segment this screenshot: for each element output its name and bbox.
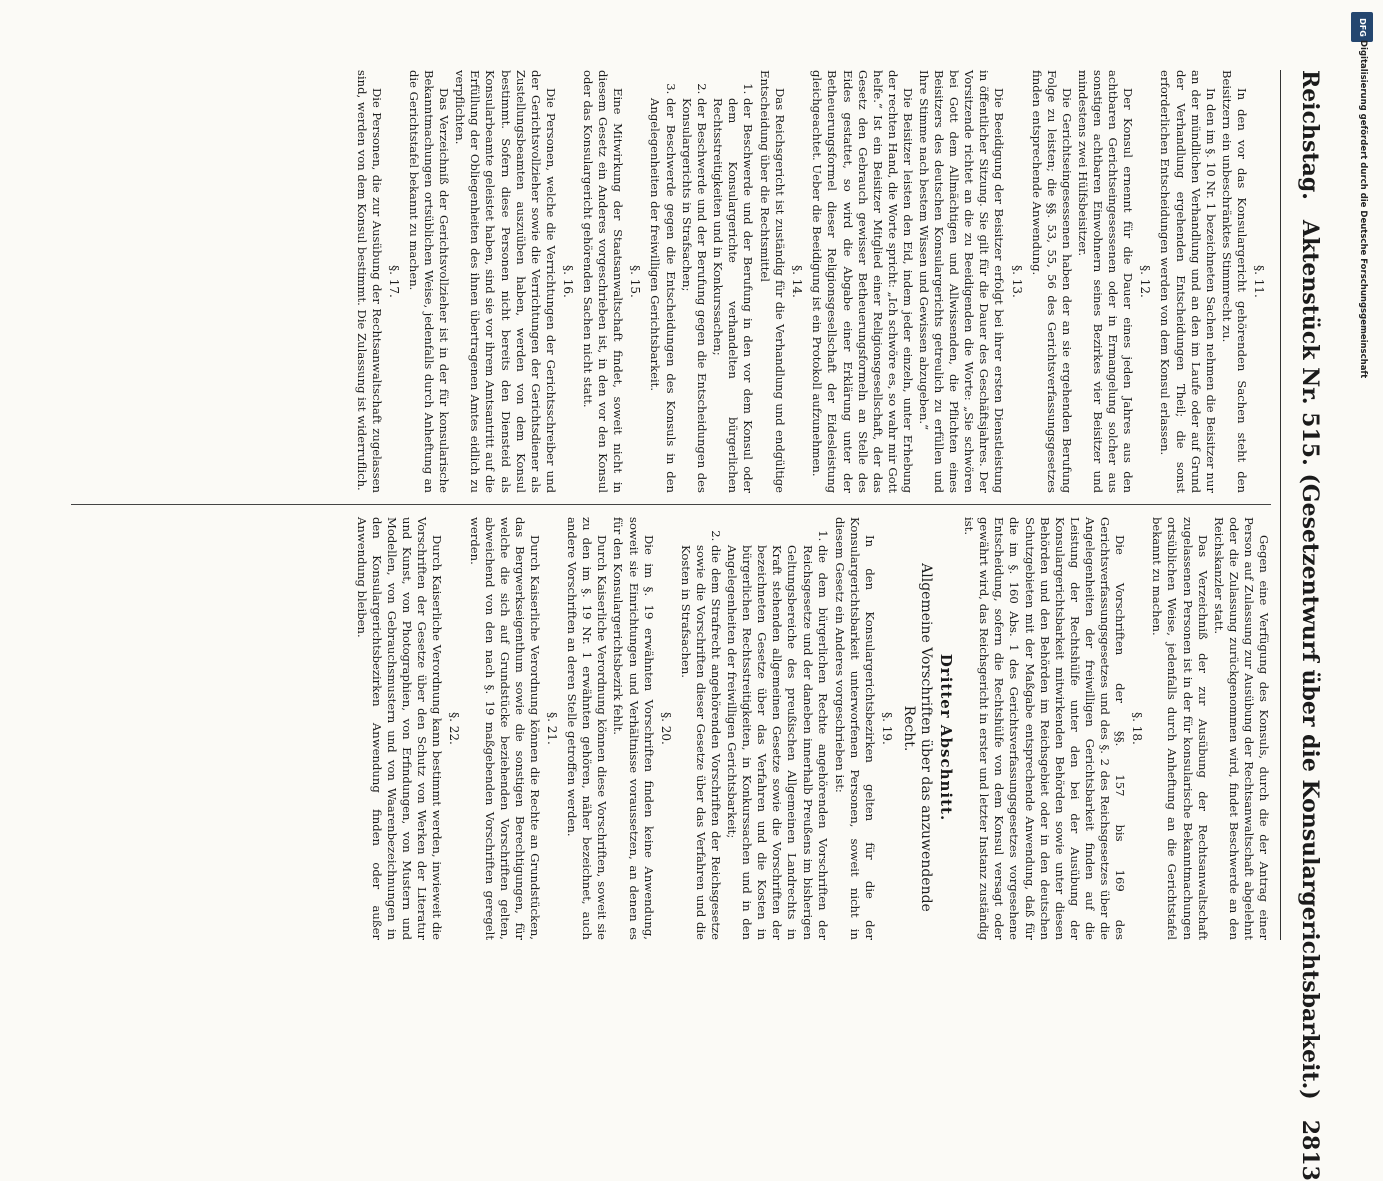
- digitization-credit: Digitalisierung gefördert durch die Deutsche Forschungsgemeinschaft: [1358, 40, 1368, 379]
- section-heading-14: §. 14.: [790, 265, 805, 298]
- header-center: [1297, 220, 1323, 1100]
- paragraph: Durch Kaiserliche Verordnung können diese Vorschriften, soweit sie zu den im §. 19 Nr. 1 erwähnten gehören, näher bezeichnet, auch andere Vorschriften an deren Stelle getroffen werden.: [565, 517, 610, 940]
- right-column: [353, 517, 1271, 940]
- dfg-logo: DFG: [1351, 12, 1373, 42]
- list-item: 1. der Beschwerde und der Berufung in den vor dem Konsul oder dem Konsulargerichte verhandelten bürgerlichen Rechtsstreitigkeiten und in Konkurssachen;: [710, 98, 755, 493]
- section-heading-12: §. 12.: [1138, 265, 1153, 298]
- header-left: Reichstag.: [1297, 70, 1323, 200]
- paragraph: Die Vorschriften der §§. 157 bis 169 des Gerichtsverfassungsgesetzes und des §. 2 des Reichsgesetzes über die Angelegenheiten der freiwilligen Gerichtsbarkeit finden auf die Leistung der Rechtshülfe unter den bei der Ausübung der Konsulargerichtsbarkeit mitwirkenden Behörden sowie unter diesen Behörden und den Behörden im Reichsgebiet oder in den deutschen Schutzgebieten mit der Maßgabe entsprechende Anwendung, daß für die im §. 160 Abs. 1 des Gerichtsverfassungsgesetzes vorgesehene Entscheidung, sofern die Rechtshülfe von dem Konsul versagt oder gewährt wird, das Reichsgericht in erster und letzter Instanz zuständig ist.: [962, 517, 1128, 940]
- paragraph: Eine Mitwirkung der Staatsanwaltschaft findet, soweit nicht in diesem Gesetz ein Anderes vorgeschrieben ist, in den vor den Konsul oder das Konsulargericht gehörenden Sachen nicht statt.: [581, 70, 626, 493]
- paragraph: In den vor das Konsulargericht gehörenden Sachen steht den Beisitzern ein unbeschränktes Stimmrecht zu.: [1219, 70, 1249, 493]
- paragraph: Durch Kaiserliche Verordnung kann bestimmt werden, inwieweit die Vorschriften der Gesetze über den Schutz von Werken der Literatur und Kunst, von Photographien, von Erfindungen, von Mustern und Modellen, von Gebrauchsmustern und von Waarenbezeichnungen in den Konsulargerichtsbezirken Anwendung finden oder außer Anwendung bleiben.: [354, 517, 445, 940]
- paragraph: In den Konsulargerichtsbezirken gelten für die der Konsulargerichtsbarkeit unterworfenen Personen, soweit nicht in diesem Gesetz ein Anderes vorgeschrieben ist:: [832, 517, 877, 940]
- section-heading-11: §. 11.: [1252, 265, 1266, 298]
- section-heading-16: §. 16.: [560, 265, 575, 298]
- section-heading-17: §. 17.: [386, 265, 401, 298]
- paragraph: Der Konsul ernennt für die Dauer eines jeden Jahres aus den achtbaren Gerichtseingesessenen oder in Ermangelung solcher aus sonstigen achtbaren Einwohnern seines Bezirkes vier Beisitzer und mindestens zwei Hülfsbeisitzer.: [1075, 70, 1136, 493]
- paragraph: Die Gerichtseingesessenen haben der an sie ergehenden Berufung Folge zu leisten; die §§. 53, 55, 56 des Gerichtsverfassungsgesetzes finden entsprechende Anwendung.: [1029, 70, 1074, 493]
- section-heading-21: §. 21.: [545, 712, 560, 745]
- paragraph: Das Verzeichniß der zur Ausübung der Rechtsanwaltschaft zugelassenen Personen ist in der für konsularische Bekanntmachungen ortsüblichen Weise, jedenfalls durch Anheftung an die Gerichtstafel bekannt zu machen.: [1150, 517, 1210, 940]
- section-heading-18: §. 18.: [1130, 712, 1145, 745]
- list-item: 3. der Beschwerde gegen die Entscheidungen des Konsuls in den Angelegenheiten der freiwilligen Gerichtsbarkeit.: [647, 98, 677, 493]
- section-heading-13: §. 13.: [1009, 265, 1024, 298]
- section-heading-15: §. 15.: [628, 265, 643, 298]
- paragraph: Das Reichsgericht ist zuständig für die Verhandlung und endgültige Entscheidung über die Rechtsmittel: [758, 70, 788, 493]
- numbered-list: [647, 70, 755, 493]
- section-heading-19: §. 19.: [880, 712, 895, 745]
- header-rule: [1280, 70, 1281, 940]
- paragraph: Die Beeidigung der Beisitzer erfolgt bei ihrer ersten Dienstleistung in öffentlicher Sitzung. Sie gilt für die Dauer des Geschäftsjahres. Der Vorsitzende richtet an die zu Beeidigenden die Worte: „Sie schwören bei Gott dem Allmächtigen und Allwissenden, die Pflichten eines Beisitzers des deutschen Konsulargerichts getreulich zu erfüllen und Ihre Stimme nach bestem Wissen und Gewissen abzugeben.“: [917, 70, 1007, 493]
- section-heading-20: §. 20.: [658, 712, 673, 745]
- page-header: [1283, 70, 1323, 1181]
- left-column: [353, 70, 1271, 493]
- header-title: (Gesetzentwurf über die Konsulargerichtsbarkeit.): [1297, 473, 1323, 1100]
- paragraph: In den im §. 10 Nr. 1 bezeichneten Sachen nehmen die Beisitzer nur an der mündlichen Verhandlung und an den im Laufe oder auf Grund der Verhandlung ergehenden Entscheidungen Theil; die sonst erforderlichen Entscheidungen werden von dem Konsul erlassen.: [1158, 70, 1218, 493]
- chapter-title: Dritter Abschnitt.: [937, 653, 956, 822]
- chapter-subtitle: Allgemeine Vorschriften über das anzuwendende Recht.: [901, 563, 935, 912]
- section-heading-22: §. 22.: [447, 712, 462, 745]
- paragraph: Das Verzeichniß der Gerichtsvollzieher ist in der für konsularische Bekanntmachungen ortsüblichen Weise, jedenfalls durch Anheftung an die Gerichtstafel bekannt zu machen.: [407, 70, 452, 493]
- paragraph: Die Beisitzer leisten den Eid, indem jeder einzeln, unter Erhebung der rechten Hand, die Worte spricht: „Ich schwöre es, so wahr mir Gott helfe.“ Ist ein Beisitzer Mitglied einer Religionsgesellschaft, der das Gesetz den Gebrauch gewisser Betheuerungsformeln an Stelle des Eides gestattet, so wird die Abgabe einer Erklärung unter der Betheuerungsformel dieser Religionsgesellschaft der Eidesleistung gleichgeachtet. Ueber die Beeidigung ist ein Protokoll aufzunehmen.: [810, 70, 915, 493]
- paragraph: Durch Kaiserliche Verordnung können die Rechte an Grundstücken, das Bergwerkseigenthum sowie die sonstigen Berechtigungen, für welche die sich auf Grundstücke beziehenden Vorschriften gelten, abweichend von den nach §. 19 maßgebenden Vorschriften geregelt werden.: [467, 517, 542, 940]
- paragraph: Die im §. 19 erwähnten Vorschriften finden keine Anwendung, soweit sie Einrichtungen und Verhältnisse voraussetzen, an denen es für den Konsulargerichtsbezirk fehlt.: [611, 517, 656, 940]
- paragraph: Gegen eine Verfügung des Konsuls, durch die der Antrag einer Person auf Zulassung zur Ausübung der Rechtsanwaltschaft abgelehnt oder die Zulassung zurückgenommen wird, findet Beschwerde an den Reichskanzler statt.: [1211, 517, 1271, 940]
- list-item: 2. der Beschwerde und der Berufung gegen die Entscheidungen des Konsulargerichts in Strafsachen;: [679, 98, 709, 493]
- numbered-list: [678, 517, 830, 940]
- paragraph: Die Personen, die zur Ausübung der Rechtsanwaltschaft zugelassen sind, werden von dem Konsul bestimmt. Die Zulassung ist widerruflich.: [354, 70, 384, 493]
- column-divider: [71, 504, 1271, 505]
- paragraph: Die Personen, welche die Verrichtungen der Gerichtsschreiber und der Gerichtsvollzieher sowie die Verrichtungen der Gerichtsdiener als Zustellungsbeamten auszuüben haben, werden von dem Konsul bestimmt. Sofern diese Personen nicht bereits den Diensteid als Konsularbeamte geleistet haben, sind sie vor ihrem Amtsantritt auf die Erfüllung der Obliegenheiten des ihnen übertragenen Amtes eidlich zu verpflichten.: [453, 70, 558, 493]
- list-item: 1. die dem bürgerlichen Rechte angehörenden Vorschriften der Reichsgesetze und der daneben innerhalb Preußens im bisherigen Geltungsbereiche des preußischen Allgemeinen Landrechts in Kraft stehenden allgemeinen Gesetze sowie die Vorschriften der bezeichneten Gesetze über das Verfahren und die Kosten in bürgerlichen Rechtsstreitigkeiten, in Konkurssachen und in den Angelegenheiten der freiwilligen Gerichtsbarkeit;: [724, 545, 830, 940]
- list-item: 2. die dem Strafrecht angehörenden Vorschriften der Reichsgesetze sowie die Vorschriften dieser Gesetze über das Verfahren und die Kosten in Strafsachen.: [678, 545, 723, 940]
- page-number: 2813: [1297, 1119, 1323, 1181]
- header-document-number: Aktenstück Nr. 515.: [1297, 219, 1323, 466]
